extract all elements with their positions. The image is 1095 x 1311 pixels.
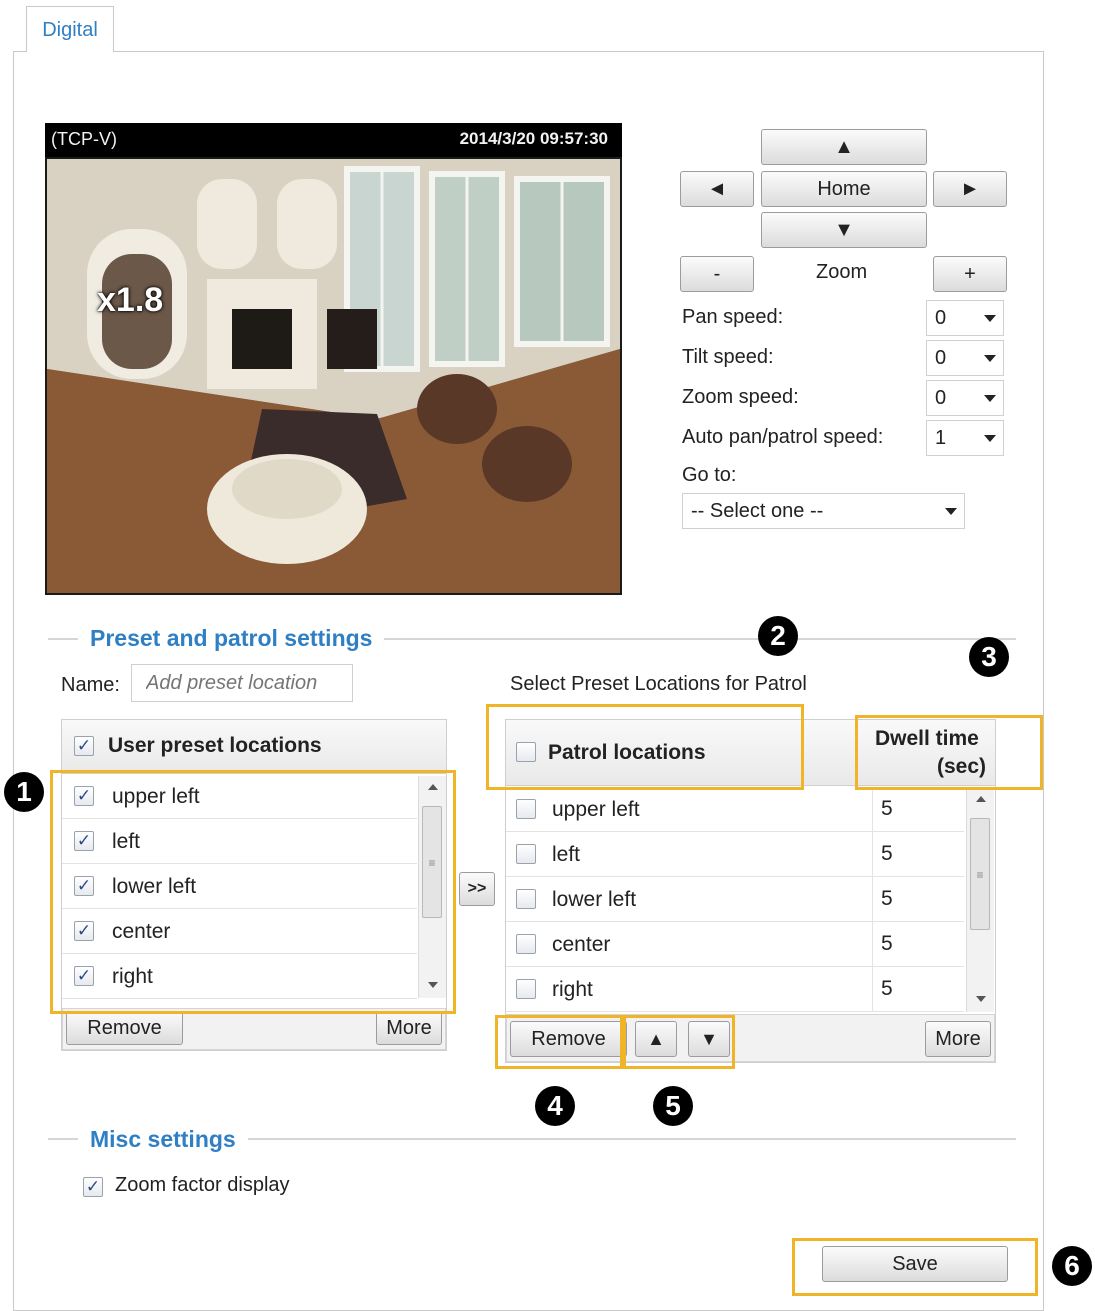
goto-value: -- Select one -- [691, 500, 824, 522]
preset-checkbox[interactable]: ✓ [74, 831, 94, 851]
video-status-bar [45, 123, 622, 157]
preset-label: center [112, 920, 171, 943]
highlight-user-list [50, 770, 456, 1014]
highlight-remove [495, 1015, 623, 1069]
preset-name-input[interactable] [131, 664, 353, 702]
stream-label: (TCP-V) [51, 129, 117, 149]
patrol-checkbox[interactable] [516, 934, 536, 954]
dwell-time-input[interactable]: 5 [872, 832, 964, 876]
table-row[interactable] [506, 787, 964, 832]
highlight-save [792, 1238, 1038, 1296]
patrol-checkbox[interactable] [516, 844, 536, 864]
zoom-out-button[interactable]: - [680, 256, 754, 292]
preset-checkbox[interactable]: ✓ [74, 786, 94, 806]
dwell-time-input[interactable]: 5 [872, 967, 964, 1011]
preset-label: right [112, 965, 153, 988]
chevron-down-icon [984, 315, 996, 322]
move-up-button[interactable]: ▲ [635, 1021, 677, 1057]
patrol-checkbox[interactable] [516, 979, 536, 999]
patrol-checkbox[interactable] [516, 889, 536, 909]
chevron-down-icon [984, 435, 996, 442]
table-row[interactable] [506, 832, 964, 877]
name-label: Name: [61, 674, 120, 696]
user-preset-header [62, 720, 446, 774]
tilt-up-button[interactable]: ▲ [761, 129, 927, 165]
user-preset-header-label: User preset locations [108, 734, 322, 757]
marker-2: 2 [758, 616, 798, 656]
zoom-label: Zoom [816, 261, 868, 283]
patrol-checkbox[interactable] [516, 799, 536, 819]
pan-speed-value: 0 [935, 307, 947, 329]
marker-4: 4 [535, 1086, 575, 1126]
preset-label: left [112, 830, 141, 853]
pan-right-button[interactable]: ► [933, 171, 1007, 207]
chevron-down-icon [984, 355, 996, 362]
patrol-list-scrollbar[interactable] [966, 788, 994, 1012]
video-timestamp: 2014/3/20 09:57:30 [459, 129, 608, 148]
auto-pan-speed-label: Auto pan/patrol speed: [682, 426, 884, 448]
pan-speed-select[interactable] [926, 300, 1004, 336]
video-view [45, 123, 622, 595]
patrol-label: upper left [552, 798, 640, 821]
select-all-checkbox[interactable]: ✓ [74, 736, 94, 756]
chevron-down-icon [945, 508, 957, 515]
auto-pan-speed-value: 1 [935, 427, 947, 449]
goto-label: Go to: [682, 464, 737, 486]
dwell-time-input[interactable]: 5 [872, 787, 964, 831]
chevron-down-icon [984, 395, 996, 402]
save-button[interactable]: Save [822, 1246, 1008, 1282]
tilt-speed-label: Tilt speed: [682, 346, 774, 368]
patrol-header-label: Patrol locations [548, 741, 706, 764]
scroll-thumb[interactable]: ≡ [422, 806, 442, 918]
remove-preset-button[interactable]: Remove [66, 1011, 183, 1045]
misc-section-title: Misc settings [78, 1126, 248, 1153]
tab-digital[interactable]: Digital [26, 6, 114, 52]
tilt-speed-select[interactable] [926, 340, 1004, 376]
marker-5: 5 [653, 1086, 693, 1126]
zoom-in-button[interactable]: + [933, 256, 1007, 292]
marker-6: 6 [1052, 1246, 1092, 1286]
preset-section-title: Preset and patrol settings [78, 625, 384, 652]
more-preset-button[interactable]: More [376, 1011, 442, 1045]
dwell-header-line1: Dwell time [875, 727, 979, 750]
highlight-patrol-header [486, 704, 804, 790]
move-down-button[interactable]: ▼ [688, 1021, 730, 1057]
add-to-patrol-button[interactable]: >> [459, 872, 495, 906]
scroll-up-icon[interactable] [976, 796, 986, 802]
dwell-header-line2: (sec) [937, 755, 987, 778]
marker-1: 1 [4, 772, 44, 812]
home-button[interactable]: Home [761, 171, 927, 207]
zoom-display-label: Zoom factor display [115, 1174, 290, 1196]
remove-patrol-button[interactable]: Remove [510, 1021, 627, 1057]
goto-select[interactable] [682, 493, 965, 529]
pan-speed-label: Pan speed: [682, 306, 784, 328]
table-row[interactable] [506, 877, 964, 922]
patrol-label: left [552, 843, 581, 866]
more-patrol-button[interactable]: More [925, 1021, 991, 1057]
preset-label: lower left [112, 875, 197, 898]
patrol-label: center [552, 933, 611, 956]
zoom-speed-select[interactable] [926, 380, 1004, 416]
tilt-down-button[interactable]: ▼ [761, 212, 927, 248]
select-preset-label: Select Preset Locations for Patrol [510, 673, 807, 695]
preset-checkbox[interactable]: ✓ [74, 876, 94, 896]
scroll-thumb[interactable]: ≡ [970, 818, 990, 930]
patrol-label: lower left [552, 888, 637, 911]
patrol-label: right [552, 978, 593, 1001]
zoom-speed-label: Zoom speed: [682, 386, 799, 408]
dwell-time-input[interactable]: 5 [872, 877, 964, 921]
highlight-reorder [623, 1015, 735, 1069]
auto-pan-speed-select[interactable] [926, 420, 1004, 456]
preset-checkbox[interactable]: ✓ [74, 921, 94, 941]
preset-checkbox[interactable]: ✓ [74, 966, 94, 986]
zoom-factor-overlay: x1.8 [97, 281, 164, 319]
table-row[interactable] [506, 922, 964, 967]
table-row[interactable] [506, 967, 964, 1012]
tilt-speed-value: 0 [935, 347, 947, 369]
zoom-speed-value: 0 [935, 387, 947, 409]
preset-label: upper left [112, 785, 200, 808]
scroll-down-icon[interactable] [976, 996, 986, 1002]
zoom-display-checkbox[interactable]: ✓ [83, 1177, 103, 1197]
camera-scene-image [47, 159, 620, 593]
highlight-dwell-time [855, 715, 1043, 790]
dwell-time-input[interactable]: 5 [872, 922, 964, 966]
pan-left-button[interactable]: ◄ [680, 171, 754, 207]
marker-3: 3 [969, 637, 1009, 677]
